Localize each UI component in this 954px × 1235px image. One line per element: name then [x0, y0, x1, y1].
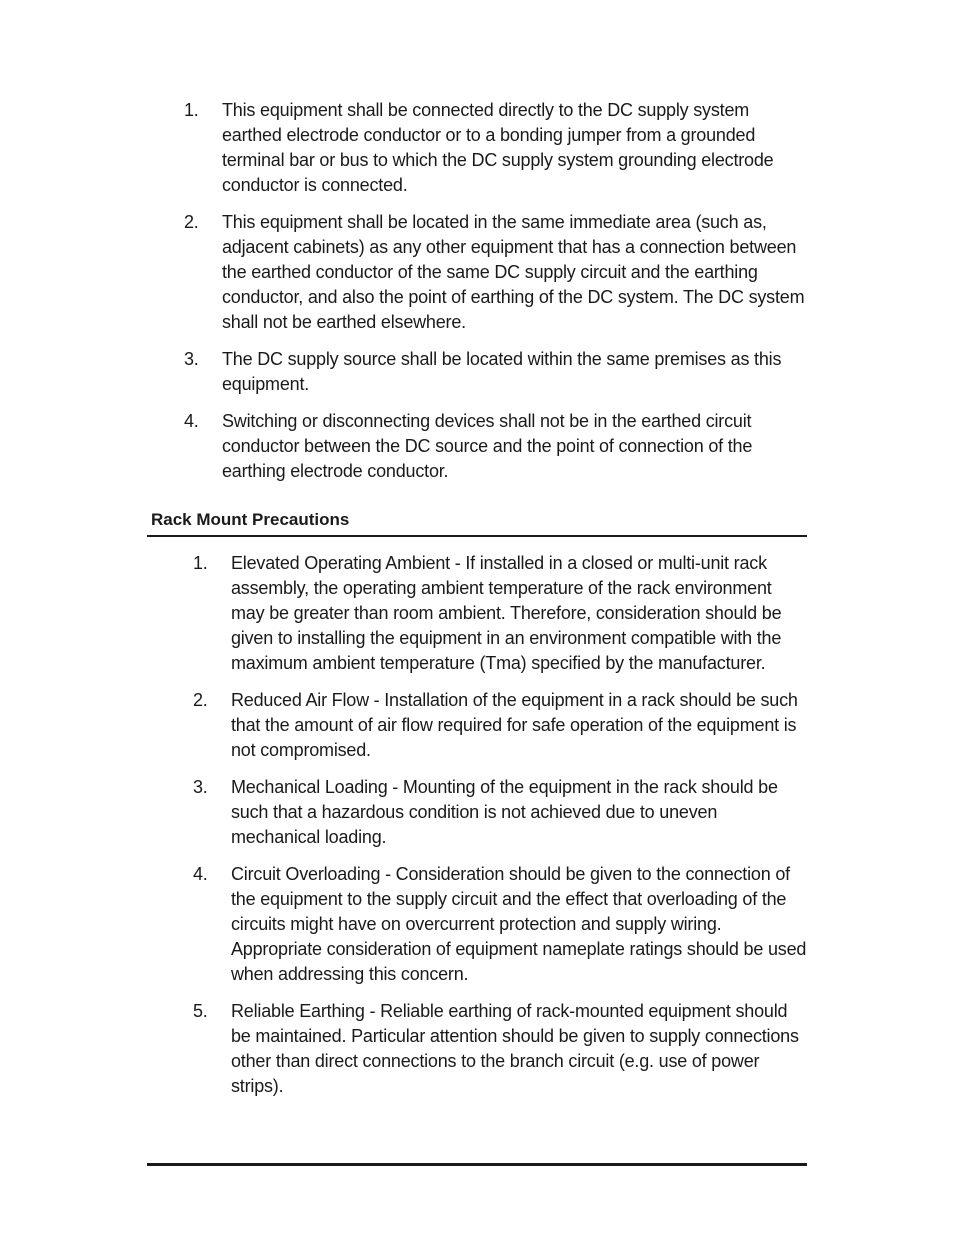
list-item-number: 2. — [184, 212, 199, 232]
list-item-text: This equipment shall be connected directly to the DC supply system earthed electrode conductor or to a bonding jumper from a grounded terminal bar or bus to which the DC supply system grounding electrode conductor is connected. — [222, 100, 774, 195]
list-item-number: 4. — [184, 411, 199, 431]
list-item-number: 1. — [184, 100, 199, 120]
list-item — [193, 551, 807, 676]
list-item-number: 4. — [193, 864, 208, 884]
rack-mount-precautions-list — [193, 551, 807, 1111]
list-item-number: 1. — [193, 553, 208, 573]
list-item-text: Elevated Operating Ambient - If installed in a closed or multi-unit rack assembly, the operating ambient temperature of the rack environment may be greater than room ambient. Therefore, consideration should be given to installing the equipment in an environment compatible with the maximum ambient temperature (Tma) specified by the manufacturer. — [231, 553, 782, 673]
list-item-number: 2. — [193, 690, 208, 710]
list-item — [184, 210, 807, 335]
list-item — [184, 347, 807, 397]
list-item-text: Circuit Overloading - Consideration should be given to the connection of the equipment to the supply circuit and the effect that overloading of the circuits might have on overcurrent protection and supply wiring. Appropriate consideration of equipment nameplate ratings should be used when addressing this concern. — [231, 864, 807, 984]
list-item-number: 3. — [184, 349, 199, 369]
list-item-number: 5. — [193, 1001, 208, 1021]
list-item-text: Switching or disconnecting devices shall not be in the earthed circuit conductor between the DC source and the point of connection of the earthing electrode conductor. — [222, 411, 753, 481]
list-item — [193, 688, 807, 763]
dc-supply-requirements-list — [184, 98, 807, 496]
list-item-text: Reduced Air Flow - Installation of the equipment in a rack should be such that the amount of air flow required for safe operation of the equipment is not compromised. — [231, 690, 798, 760]
list-item — [184, 409, 807, 484]
list-item-number: 3. — [193, 777, 208, 797]
list-item-text: Reliable Earthing - Reliable earthing of rack-mounted equipment should be maintained. Particular attention should be given to supply connections other than direct connections to the branch circuit (e.g. use of power strips). — [231, 1001, 799, 1096]
footer-divider — [147, 1163, 807, 1166]
section-heading: Rack Mount Precautions — [151, 510, 350, 529]
list-item — [193, 999, 807, 1099]
list-item — [193, 862, 807, 987]
list-item-text: Mechanical Loading - Mounting of the equipment in the rack should be such that a hazardous condition is not achieved due to uneven mechanical loading. — [231, 777, 778, 847]
list-item-text: This equipment shall be located in the same immediate area (such as, adjacent cabinets) as any other equipment that has a connection between the earthed conductor of the same DC supply circuit and the earthing conductor, and also the point of earthing of the DC system. The DC system shall not be earthed elsewhere. — [222, 212, 805, 332]
section-divider — [147, 535, 807, 537]
list-item-text: The DC supply source shall be located within the same premises as this equipment. — [222, 349, 782, 394]
list-item — [193, 775, 807, 850]
list-item — [184, 98, 807, 198]
